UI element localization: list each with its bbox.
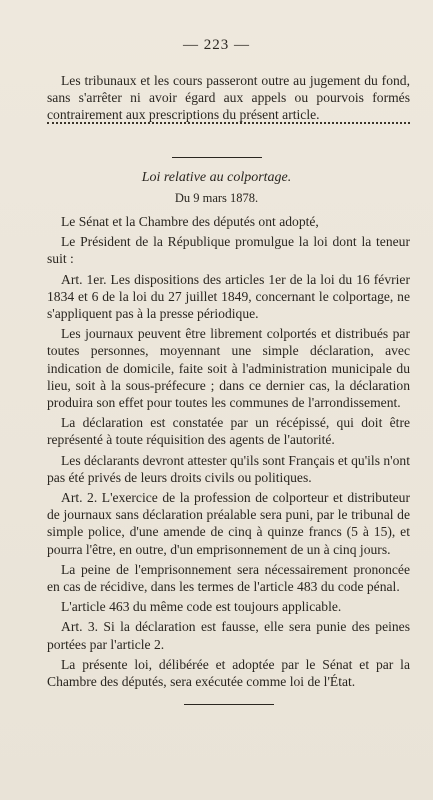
paragraph: Les journaux peuvent être librement colportés et distribués par toutes personnes, moyennant une simple déclaration, avec indication de domicile, faite soit à l'administration municipale du lieu, soit à la sous-préfecure ; dans ce dernier cas, la déclaration produira son effet pour toutes les communes de l'arrondissement. — [47, 326, 410, 411]
dotted-separator — [47, 122, 410, 124]
top-paragraph: Les tribunaux et les cours passeront outre au jugement du fond, sans s'arrêter ni avoir égard aux appels ou pourvois formés contrairement aux prescriptions du présent article. — [47, 73, 410, 123]
end-rule — [184, 704, 274, 705]
paragraph: Le Président de la République promulgue la loi dont la teneur suit : — [47, 234, 410, 267]
law-title: Loi relative au colportage. — [141, 170, 292, 185]
paragraph: Art. 3. Si la déclaration est fausse, elle sera punie des peines portées par l'article 2. — [47, 619, 410, 652]
paragraph: La déclaration est constatée par un récépissé, qui doit être représenté à toute réquisition des agents de l'autorité. — [47, 415, 410, 448]
page-number: — 223 — — [183, 37, 250, 53]
paragraph: Art. 1er. Les dispositions des articles 1er de la loi du 16 février 1834 et 6 de la loi du 27 juillet 1849, concernant le colportage, ne s'appliquent pas à la presse périodique. — [47, 271, 410, 322]
top-paragraph-block — [47, 72, 410, 124]
paragraph: Art. 2. L'exercice de la profession de colporteur et distributeur de journaux sans déclaration préalable sera puni, par le tribunal de simple police, d'une amende de cinq à quinze francs (5 à 15), et pourra l'être, en outre, d'un emprisonnement de un à cinq jours. — [47, 490, 410, 557]
paragraph: L'article 463 du même code est toujours applicable. — [61, 599, 342, 615]
law-body — [47, 213, 410, 705]
paragraph: La peine de l'emprisonnement sera nécessairement prononcée en cas de récidive, dans les termes de l'article 483 du code pénal. — [47, 561, 410, 595]
paragraph: La présente loi, délibérée et adoptée par le Sénat et par la Chambre des députés, sera exécutée comme loi de l'État. — [47, 656, 410, 690]
title-rule-top — [172, 157, 262, 158]
paragraph: Les déclarants devront attester qu'ils sont Français et qu'ils n'ont pas été privés de leurs droits civils ou politiques. — [47, 452, 410, 485]
paragraph: Le Sénat et la Chambre des députés ont adopté, — [61, 214, 319, 229]
law-date: Du 9 mars 1878. — [174, 191, 259, 205]
